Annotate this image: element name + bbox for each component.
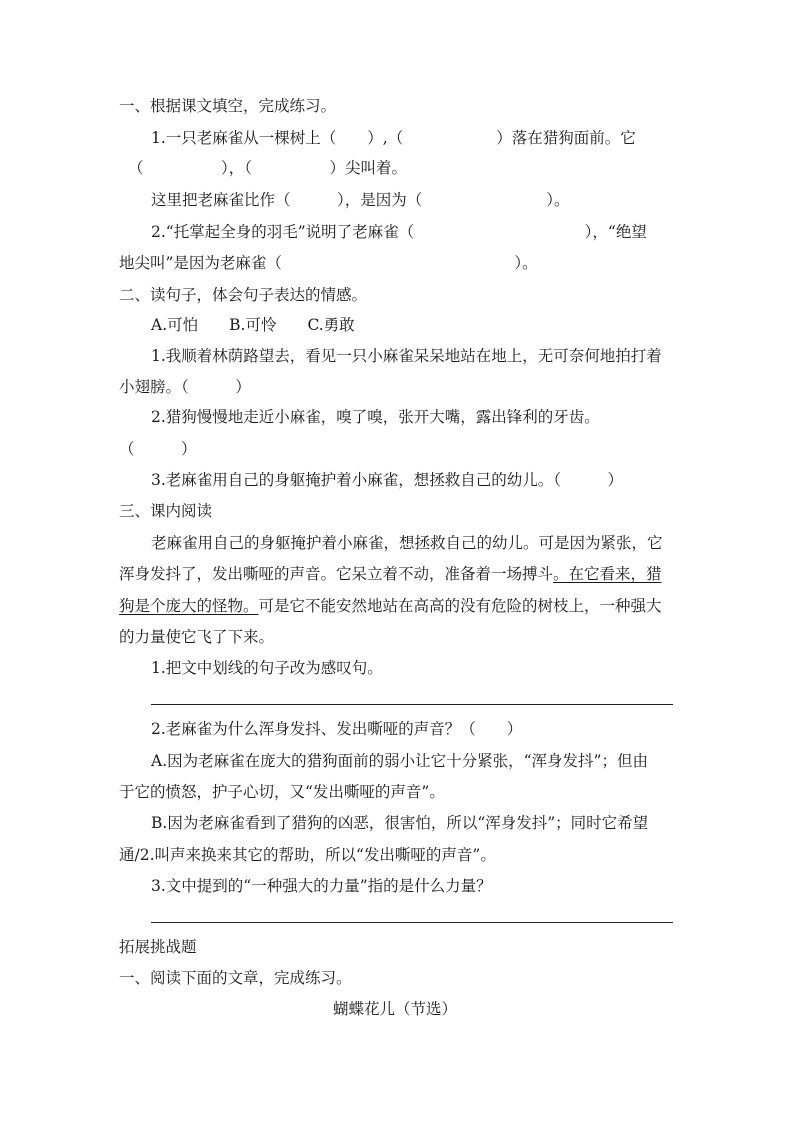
article-title: 蝴蝶花儿（节选） [333,1000,458,1018]
q2-item1-line2: 小翅膀。（ ） [119,378,251,396]
q1-item1-line1: 1.一只老麻雀从一棵树上（ ）,（ ）落在猎狗面前。它 [151,129,636,147]
reading-question-3: 3.文中提到的“一种强大的力量”指的是什么力量？ [151,877,492,895]
q2-item1-line1: 1.我顺着林荫路望去，看见一只小麻雀呆呆地站在地上，无可奈何地拍打着 [151,347,662,365]
passage-line-1: 老麻雀用自己的身躯掩护着小麻雀，想拯救自己的幼儿。可是因为紧张，它 [151,534,663,552]
extension-q1-heading: 一、阅读下面的文章，完成练习。 [119,969,352,987]
q1-item2-line2: 地尖叫”是因为老麻雀（ ）。 [119,254,538,272]
option-a-line-1: A.因为老麻雀在庞大的猎狗面前的弱小让它十分紧张，“浑身发抖”；但由 [151,752,648,770]
option-a-line-2: 于它的愤怒，护子心切，又“发出嘶哑的声音”。 [119,783,445,801]
reading-question-1: 1.把文中划线的句子改为感叹句。 [151,659,383,677]
answer-line-3[interactable] [151,922,673,923]
underlined-sentence-part-1: 。在它看来，猎 [553,565,662,583]
q2-options: A.可怕 B.可怜 C.勇敢 [151,316,355,334]
q1-item1-line2: （ ），（ ）尖叫着。 [128,159,408,177]
underlined-sentence-part-2: 狗是个庞大的怪物。 [119,597,259,615]
passage-line-3-text: 可是它不能安然地站在高高的没有危险的树枝上，一种强大 [258,597,662,615]
passage-line-2 [119,564,662,584]
q1-item1-line3: 这里把老麻雀比作（ ），是因为（ ）。 [151,191,570,209]
option-b-line-2: 通/2.叫声来换来其它的帮助，所以“发出嘶哑的声音”。 [119,846,496,864]
q2-item3: 3.老麻雀用自己的身躯掩护着小麻雀，想拯救自己的幼儿。（ ） [151,471,624,489]
answer-line-1[interactable] [151,704,673,705]
passage-line-2-text: 浑身发抖了，发出嘶哑的声音。它呆立着不动，准备着一场搏斗 [119,565,554,583]
passage-line-4: 的力量使它飞了下来。 [119,628,275,646]
q2-item2-line1: 2.猎狗慢慢地走近小麻雀，嗅了嗅，张开大嘴，露出锋利的牙齿。 [151,408,600,426]
section-1-heading: 一、根据课文填空，完成练习。 [119,97,337,115]
q1-item2-line1: 2.“托掌起全身的羽毛”说明了老麻雀（ ），“绝望 [151,223,647,241]
section-3-heading: 三、课内阅读 [119,502,213,520]
reading-question-2: 2.老麻雀为什么浑身发抖、发出嘶哑的声音？（ ） [151,720,523,738]
section-2-heading: 二、读句子，体会句子表达的情感。 [119,286,368,304]
extension-title: 拓展挑战题 [119,938,197,956]
passage-line-3 [119,596,662,616]
option-b-line-1: B.因为老麻雀看到了猎狗的凶恶，很害怕，所以“浑身发抖”；同时它希望 [151,814,649,832]
q2-item2-line2: （ ） [119,440,197,458]
